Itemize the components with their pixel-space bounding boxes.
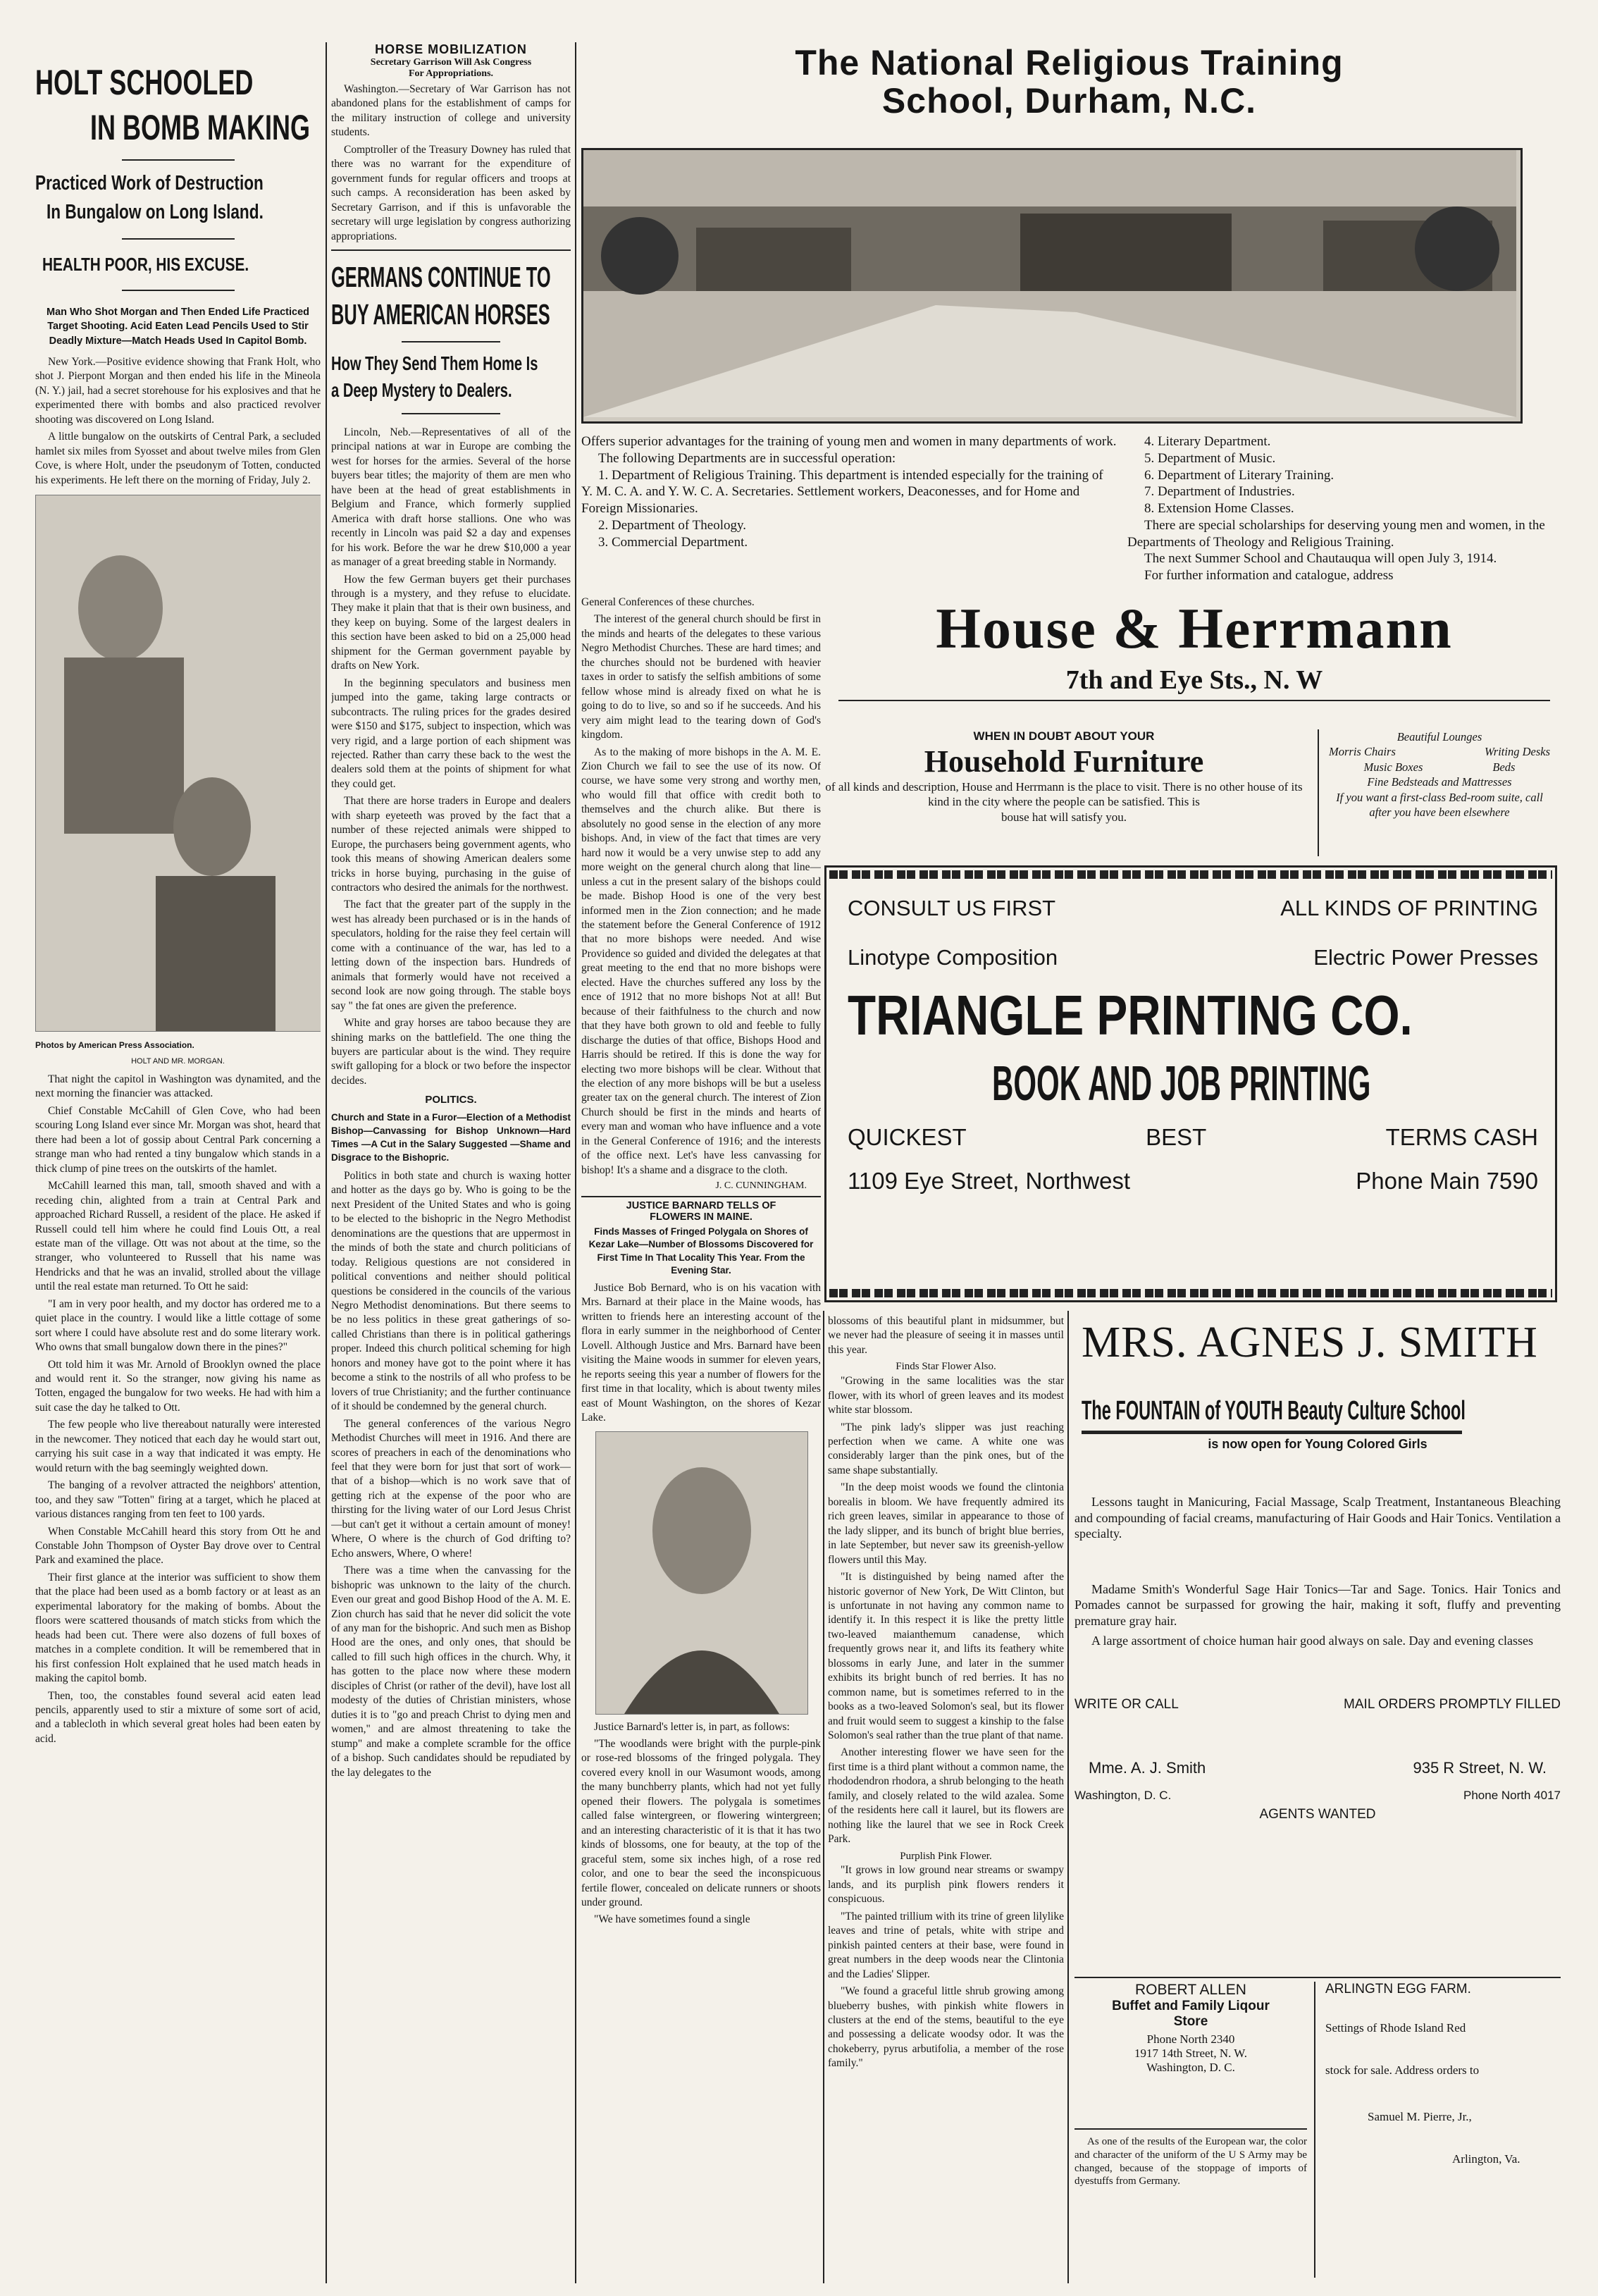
house-household-furniture: Household Furniture [924, 744, 1204, 779]
politics-body: Politics in both state and church is waxing hotter and hotter as the days go by. Who is going to be the next President of the United States and who is going to be elected to the bishopric in the Negro Methodist denominations are the questions that are uppermost in the minds of both the state and church politicians of today. Religious questions are not considered in political conventions and neither should political questions be considered in the councils of the various Negro Methodist denominations. But there seems to be no less politics in these great gatherings of so-called Christians than there is in political gatherings proper. Indeed this church political scheming for high honors and money have got to the point where it has become a stink to the nostrils of all who profess to be lovers of true Christianity; and the further continuance of it should be condemned by the general church. The general conferences of the various Negro Methodist Churches will meet in 1916. And there are scores of preachers in each of the denominations who feel that they were born for just that sort of work—that of a bishop—which is no work save that of getting rich at the expense of the poor who are thirsting for the living water of our Lord Jesus Christ—but can't get it without a certain amount of money! Where, O where is the church of God drifting to? Echo answers, Where, O where! There was a time when the canvassing for the bishopric was unknown to the laity of the church. Even our great and good Bishop Hood of the A. M. E. Zion church has said that he never did solicit the vote of any man for the bishopric. And such men as Bishop Hood are the ones, and only ones, that should be called to fill such high offices in the church. Why, it has gotten to the place now where these modern disciples of Christ (or rather of the devil), have lost all modesty of the duties of Christian ministers, whose duties it is to "go and preach Christ to dying men and women," and are almost threatening to take the stump" and make a complete scramble for the office of a bishop. Such candidates should be repudiated by the lay delegates to the [331, 1169, 571, 1779]
school-campus-photo [581, 148, 1523, 424]
allen-city: Washington, D. C. [1146, 2061, 1235, 2074]
egg-farm-city: Arlington, Va. [1452, 2152, 1520, 2166]
house-when-in-doubt: WHEN IN DOUBT ABOUT YOUR [973, 729, 1155, 743]
horse-top-deck-1: Secretary Garrison Will Ask Congress [370, 57, 532, 68]
smith-mme: Mme. A. J. Smith [1089, 1758, 1206, 1777]
cunningham-signature: J. C. CUNNINGHAM. [715, 1180, 807, 1192]
smith-write-or-call: WRITE OR CALL [1074, 1696, 1179, 1712]
column-2 [331, 42, 571, 2283]
school-left-text: Offers superior advantages for the training of young men and women in many departments of work. The following Departments are in successful operation: 1. Department of Religious Training. This department is intended especially for the training of Y. M. C. A. and Y. W. C. A. Secretaries. Settlement workers, Deaconesses, and for Home and Foreign Missionaries. 2. Department of Theology. 3. Commercial Department. [581, 434, 1117, 550]
linotype-composition: Linotype Composition [848, 945, 1058, 970]
column-rule-4 [1067, 1311, 1069, 2283]
photo-credit: Photos by American Press Association. [35, 1039, 194, 1050]
germans-body: Lincoln, Neb.—Representatives of all of the principal nations at war in Europe are combing the west for horses for the armies. Several of the horse buyers bear titles; the majority of them are men who have been at the head of great establishments in Belgium and France, which formerly supplied America with draft horse stallions. One who was recently in Lincoln was paid $2 a day and expenses for his work. Before the war he drew $10,000 a year as manager of a great breeding stable in Normandy. How the few German buyers get their purchases through is a mystery, and they refuse to elucidate. They make it plain that that is their own business, and they keep on buying. Some of the largest dealers in this section have been asked to bid on a 25,000 head shipment for the German government payable by drafts on New York. In the beginning speculators and business men jumped into the game, taking large contracts or subcontracts. The ruling prices for the grades desired were $150 and $175, subject to inspection, which was very rigid, and a large portion of each shipment was rejected. Rather than carry these back to the west the dealers sold them at the points of shipment for what they could get. That there are horse traders in Europe and dealers with sharp eyeteeth was proved by the fact that a number of these rejected animals were shipped to Europe, the purchasers being government agents, who took this means of showing American dealers some tricks in horse buying, purchasing in the guise of contractors who desired the animals for the northwest. The fact that the greater part of the supply in the west has already been purchased or is in the hands of speculators, holding for the raise they feel certain will come with a continuance of the war, has led to a letting down of the inspection bars. Hundreds of animals that formerly would have not received a second look are now going through. The stable boys say " the fat ones are given the preference. White and gray horses are taboo because they are shining marks on the battlefield. The one thing the buyers are particular about is the wind. They require swift galloping for a block or two before the inspector decides. [331, 426, 571, 1087]
photo-caption: HOLT AND MR. MORGAN. [131, 1056, 225, 1066]
house-side-list: Beautiful Lounges Morris Chairs Writing Desks Music Boxes Beds Fine Bedsteads and Mattresses If you want a first-class Bed-room suite, call after you have been elsewhere [1318, 729, 1550, 856]
book-and-job-printing: BOOK AND JOB PRINTING [992, 1056, 1371, 1111]
robert-allen-ad [1074, 1982, 1307, 2123]
germans-headline-1: GERMANS CONTINUE TO [331, 260, 551, 293]
column-1 [35, 28, 321, 2283]
allen-street: 1917 14th Street, N. W. [1134, 2047, 1248, 2060]
egg-farm-ad [1314, 1982, 1561, 2278]
germans-headline-2: BUY AMERICAN HORSES [331, 297, 550, 331]
consult-us-first: CONSULT US FIRST [848, 896, 1056, 920]
holt-headline-1: HOLT SCHOOLED [35, 63, 254, 102]
smith-lessons: Lessons taught in Manicuring, Facial Massage, Scalp Treatment, Instantaneous Bleaching and compounding of facial creams, manufacturing of Hair Goods and Hair Tonics. Ventilation a specialty. [1074, 1495, 1561, 1541]
quickest: QUICKEST [848, 1124, 967, 1150]
horse-top-body: Washington.—Secretary of War Garrison has not abandoned plans for the establishment of camps for the military instruction of college and university students. Comptroller of the Treasury Downey has ruled that there was no warrant for the expenditure of government funds for regular officers and troops at such camps. A reconsideration has been asked by Secretary Garrison, and if this is unfavorable the secretary will urge legislation by congress authorizing appropriations. [331, 83, 571, 242]
justice-deck: Finds Masses of Fringed Polygala on Shores of Kezar Lake—Number of Blossoms Discovered for First Time In That Locality This Year. From the Evening Star. [588, 1226, 814, 1276]
smith-open-for: is now open for Young Colored Girls [1208, 1437, 1427, 1451]
all-kinds-printing: ALL KINDS OF PRINTING [1280, 896, 1538, 920]
ornament-border-top [829, 870, 1552, 879]
flowers-sub-star: Finds Star Flower Also. [896, 1361, 996, 1373]
justice-head-2: FLOWERS IN MAINE. [650, 1211, 752, 1223]
allen-name: ROBERT ALLEN [1135, 1982, 1246, 1998]
politics-head: POLITICS. [425, 1094, 477, 1106]
campus-photo-icon [583, 150, 1516, 417]
flowers-sub-pink: Purplish Pink Flower. [900, 1850, 992, 1862]
justice-head-1: JUSTICE BARNARD TELLS OF [626, 1200, 776, 1212]
holt-intro: New York.—Positive evidence showing that Frank Holt, who shot J. Pierpont Morgan and then ended his life in the Mineola (N. Y.) jail, had a secret storehouse for his explosives and that he experimented there with bombs and also practiced revolver shooting was discovered on Long Island. A little bungalow on the outskirts of Central Park, a secluded hamlet six miles from Syosset and about twelve miles from Glen Cove, is where Holt, under the pseudonym of Totten, conducted his experiments. He left there on the morning of Friday, July 2. [35, 355, 321, 486]
house-kinds-text-2: bouse hat will satisfy you. [1001, 810, 1127, 824]
column-4 [828, 1314, 1064, 2283]
egg-farm-line-1: Settings of Rhode Island Red [1325, 2021, 1466, 2035]
ornament-border-bottom [829, 1289, 1552, 1297]
holt-deck: Man Who Shot Morgan and Then Ended Life Practiced Target Shooting. Acid Eaten Lead Pencils Used to Stir Deadly Mixture—Match Heads Used In Capitol Bomb. [47, 307, 309, 347]
allen-line-1: Buffet and Family Liqour [1112, 1999, 1270, 2013]
smith-bottom-rule [1074, 1977, 1561, 1978]
horse-top-head: HORSE MOBILIZATION [375, 42, 527, 56]
flowers-body: blossoms of this beautiful plant in midsummer, but we never had the pleasure of seeing it in masses until this year. Finds Star Flower Also. "Growing in the same localities was the star flower, with its whorl of green leaves and its modest white star blossom. "The pink lady's slipper was just reaching perfection when we came. A white one was considerably larger than the pink ones, but of the same shape substantially. "In the deep moist woods we found the clintonia borealis in bloom. We have frequently admired its rich green leaves, similar in appearance to those of the lady slipper, and its bunch of bright blue berries, in late September, but never saw its greenish-yellow flowers until this May. "It is distinguished by being named after the historic governor of New York, De Witt Clinton, but is unfortunate in not having any common name to identify it. In this respect it is like the pretty little two-leaved maianthemum canadense, which frequently grows near it, and lifts its feathery white blossoms in early June, and later in the summer exhibits its bright bunch of red berries. It has no common name, but is sometimes referred to in the books as a two-leaved Solomon's seal, but its flower and fruit would seem to suggest a kinship to the false Solomon's seal rather than the true plant of that name. Another interesting flower we have seen for the first time is a third plant without a common name, the rhododendron rhodora, a shrub belonging to the heath family, and closely related to the wild azalea. Some of the residents here call it laurel, but its flowers are nothing like the laurel that we see in Rock Creek Park. Purplish Pink Flower. "It grows in low ground near streams or swampy lands, and its purplish pink flowers renders it conspicuous. "The painted trillium with its trine of green lilylike leaves and trine of petals, white with stripe and pinkish painted centers at their base, were found in great numbers in the deep woods near the Clintonia and the Ladies' Slipper. "We found a graceful little shrub growing among blueberry bushes, with pinkish white flowers in clusters at the end of the stems, beautiful to the eye and possessing a delicate woodsy odor. It was the chokeberry, pyrus arbutifolia, a member of the rose family." [828, 1315, 1064, 2070]
allen-line-2: Store [1173, 2014, 1208, 2029]
house-herrmann-ad [824, 595, 1564, 856]
smith-city: Washington, D. C. [1074, 1788, 1172, 1802]
politics-deck: Church and State in a Furor—Election of a Methodist Bishop—Canvassing for Bishop Unknown—Hard Times —A Cut in the Salary Suggested —Shame and Disgrace to the Bishopric. [331, 1112, 571, 1164]
column-rule-2 [575, 42, 576, 2283]
germans-subhead-1: How They Send Them Home Is [331, 352, 538, 374]
horse-top-deck-2: For Appropriations. [408, 68, 494, 79]
germans-subhead-2: a Deep Mystery to Dealers. [331, 378, 512, 401]
house-herrmann-address: 7th and Eye Sts., N. W [1065, 665, 1323, 695]
justice-barnard-photo [595, 1431, 808, 1715]
triangle-printing-ad [824, 865, 1557, 1302]
terms-cash: TERMS CASH [1385, 1124, 1538, 1150]
school-title-1: The National Religious Training [795, 43, 1344, 82]
triangle-printing-name: TRIANGLE PRINTING CO. [848, 984, 1413, 1047]
triangle-phone: Phone Main 7590 [1356, 1168, 1538, 1194]
school-title-2: School, Durham, N.C. [881, 81, 1257, 121]
egg-farm-name: ARLINGTN EGG FARM. [1325, 1982, 1471, 1996]
smith-sage-tonics: Madame Smith's Wonderful Sage Hair Tonics—Tar and Sage. Tonics. Hair Tonics and Pomades cannot be surpassed for growing the hair, making it soft, fluffy and preventing premature gray hair. [1074, 1581, 1561, 1628]
holt-story-body: That night the capitol in Washington was dynamited, and the next morning the financier was attacked. Chief Constable McCahill of Glen Cove, who had been scouring Long Island ever since Mr. Morgan was shot, heard that there had been a lot of gossip about Central Park concerning a strange man who had rented a tiny bungalow which stands in a thick clump of pine trees on the outskirts of the hamlet. McCahill learned this man, tall, smooth shaved and with a receding chin, alighted from a train at Central Park and approached Richard Russell, a resident of the place. He asked if Russell could tell him where he could find Louis Ott, a real estate man of the village. Ott was not about at the time, so the stranger, who volunteered to Russell that his name was Hendricks and that he was an invalid, strolled about the village until the real estate man returned. To Ott he said: "I am in very poor health, and my doctor has ordered me to a quiet place in the country. I would like a little cottage of some sort where I could have absolute rest and do some literary work. Who owns that small bungalow down there in the pines?" Ott told him it was Mr. Arnold of Brooklyn owned the place and would rent it. So the stranger, now giving his name as Totten, engaged the bungalow for two weeks. He had with him a suit case the day he talked to Ott. The few people who live thereabout naturally were interested in the newcomer. They noticed that each day he would start out, carrying his suit case in a way that indicated it was empty. He would return with the bag seemingly weighted down. The banging of a revolver attracted the neighbors' attention, too, and they saw "Totten" firing at a target, which he placed at various distances ranging from ten feet to 100 yards. When Constable McCahill heard this story from Ott he and Constable John Thompson of Oyster Bay drove over to Central Park and examined the place. Their first glance at the interior was sufficient to show them that the place had been used as a bomb factory or at least as an experimental laboratory for the making of bombs. About the floors were scattered thousands of match sticks from which the heads had been cut. There were also dozens of full boxes of matches in a complete condition. It will be remembered that in his first confession Holt explained that he used match heads in making the capitol bomb. Then, too, the constables found several acid eaten lead pencils, apparently used to stir a mixture of some sort of acid, and a tablecloth in which several great holes had been eaten by acid. [35, 1073, 321, 1745]
justice-body-2: Justice Barnard's letter is, in part, as follows: "The woodlands were bright with the purple-pink or rose-red blossoms of the fringed polygala. They covered every knoll in our Wasumont woods, among the many bunchberry plants, which had not yet fully opened their flowers. The polygala is sometimes called false wintergreen, or flowering wintergreen; and an interesting characteristic of it is that it has two kinds of blossoms, one for beauty, at the top of the graceful stem, some six inches high, of a rose red color, and one to bear the seed the inconspicuous fertile flower, concealed on delicate runners or shoots under ground. "We have sometimes found a single [581, 1720, 821, 1926]
school-ad [581, 42, 1557, 592]
uniform-note: As one of the results of the European war, the color and character of the uniform of the U S Army may be changed, because of the stoppage of imports of dyestuffs from Germany. [1074, 2128, 1307, 2220]
smith-agents-wanted: AGENTS WANTED [1259, 1806, 1376, 1822]
column-rule-3 [823, 1311, 824, 2283]
portrait-icon [596, 1432, 807, 1714]
holt-subhead-3: HEALTH POOR, HIS EXCUSE. [42, 254, 249, 275]
egg-farm-person: Samuel M. Pierre, Jr., [1368, 2110, 1472, 2123]
agnes-smith-name: MRS. AGNES J. SMITH [1082, 1319, 1538, 1366]
smith-phone: Phone North 4017 [1463, 1788, 1561, 1802]
house-kinds-text: of all kinds and description, House and Herrmann is the place to visit. There is no other house of its kind in the city where the people can be satisfied. This is [825, 780, 1303, 809]
photo-silhouette-icon [36, 495, 321, 1031]
smith-street: 935 R Street, N. W. [1413, 1758, 1547, 1777]
smith-mail-orders: MAIL ORDERS PROMPTLY FILLED [1344, 1696, 1561, 1712]
house-herrmann-name: House & Herrmann [936, 596, 1453, 660]
column-rule-1 [326, 42, 327, 2283]
holt-headline-2: IN BOMB MAKING [90, 108, 310, 147]
column-3 [581, 595, 821, 2283]
holt-morgan-photo [35, 495, 321, 1032]
school-right-text: 4. Literary Department. 5. Department of Music. 6. Department of Literary Training. 7. Department of Industries. 8. Extension Home Classes. There are special scholarships for deserving young men and women, in the Departments of Theology and Religious Training. The next Summer School and Chautauqua will open July 3, 1914. For further information and catalogue, address [1127, 434, 1545, 583]
cunningham-letter: General Conferences of these churches. The interest of the general church should be first in the minds and hearts of the delegates to these various Negro Methodist Churches. These are hard times; and the churches should not be burdened with heavier taxes in order to satisfy the selfish ambitions of some fellow whose mind is already fixed on what he is going to do to live, so and so if he succeeds. And his very aim might lead to the tearing down of God's kingdom. As to the making of more bishops in the A. M. E. Zion Church we fail to see the use of its now. Of course, we have some very strong and worthy men, who would fill that office with credit both to themselves and the church alike. But there is absolutely no good sense in the election of any more bishops. And, in view of the fact that times are very hard now it would be a very unwise step to add any more weight on the general church along that line—unless a cut in the present salary of the bishops could be made. Bishop Hood is one of the very best informed men in the Zion connection; and he made the statement before the General Conference of 1912 that no more bishops were needed. And wise Providence so guided and divided the delegates at that great meeting to the end that no more bishops were elected. Have the churches suffered any loss by the ence of 1912 that no more bishops Not at all! But because of their faithfulness to the church and now that they have both grown to old and feeble to fully discharge the duties of that office, Bishops Hood and Harris should be retired. If this is done the way for electing two more bishops will be clear. Without that the election of any more bishops will be but a useless greater tax on the general church. The interest of Zion Church should be first in the minds and hearts of every man and woman who have influence and a vote in the General Conference of 1916; and the interests of the office next. Let's have less canvassing for bishop! It's a shame and a disgrace to the cloth. [581, 596, 821, 1176]
allen-phone: Phone North 2340 [1146, 2032, 1235, 2046]
smith-assortment: A large assortment of choice human hair good always on sale. Day and evening classes [1091, 1634, 1533, 1648]
holt-subhead-2: In Bungalow on Long Island. [47, 201, 264, 223]
best: BEST [1146, 1124, 1207, 1150]
triangle-street: 1109 Eye Street, Northwest [848, 1168, 1131, 1194]
egg-farm-line-2: stock for sale. Address orders to [1325, 2063, 1480, 2077]
holt-subhead-1: Practiced Work of Destruction [35, 172, 264, 195]
agnes-smith-ad [1074, 1318, 1561, 1973]
electric-power-presses: Electric Power Presses [1313, 945, 1538, 970]
fountain-of-youth-school: The FOUNTAIN of YOUTH Beauty Culture School [1082, 1396, 1466, 1426]
justice-body-1: Justice Bob Bernard, who is on his vacation with Mrs. Barnard at their place in the Maine woods, has written to friends here an interesting account of the flora in early summer in the neighborhood of Center Lovell. Although Justice and Mrs. Barnard have been visiting the Maine woods in summer for eleven years, he reports seeing this year a number of flowers for the first time in that locality, which is about twenty miles east of Mount Washington, on the shores of Kezar Lake. [581, 1282, 821, 1424]
